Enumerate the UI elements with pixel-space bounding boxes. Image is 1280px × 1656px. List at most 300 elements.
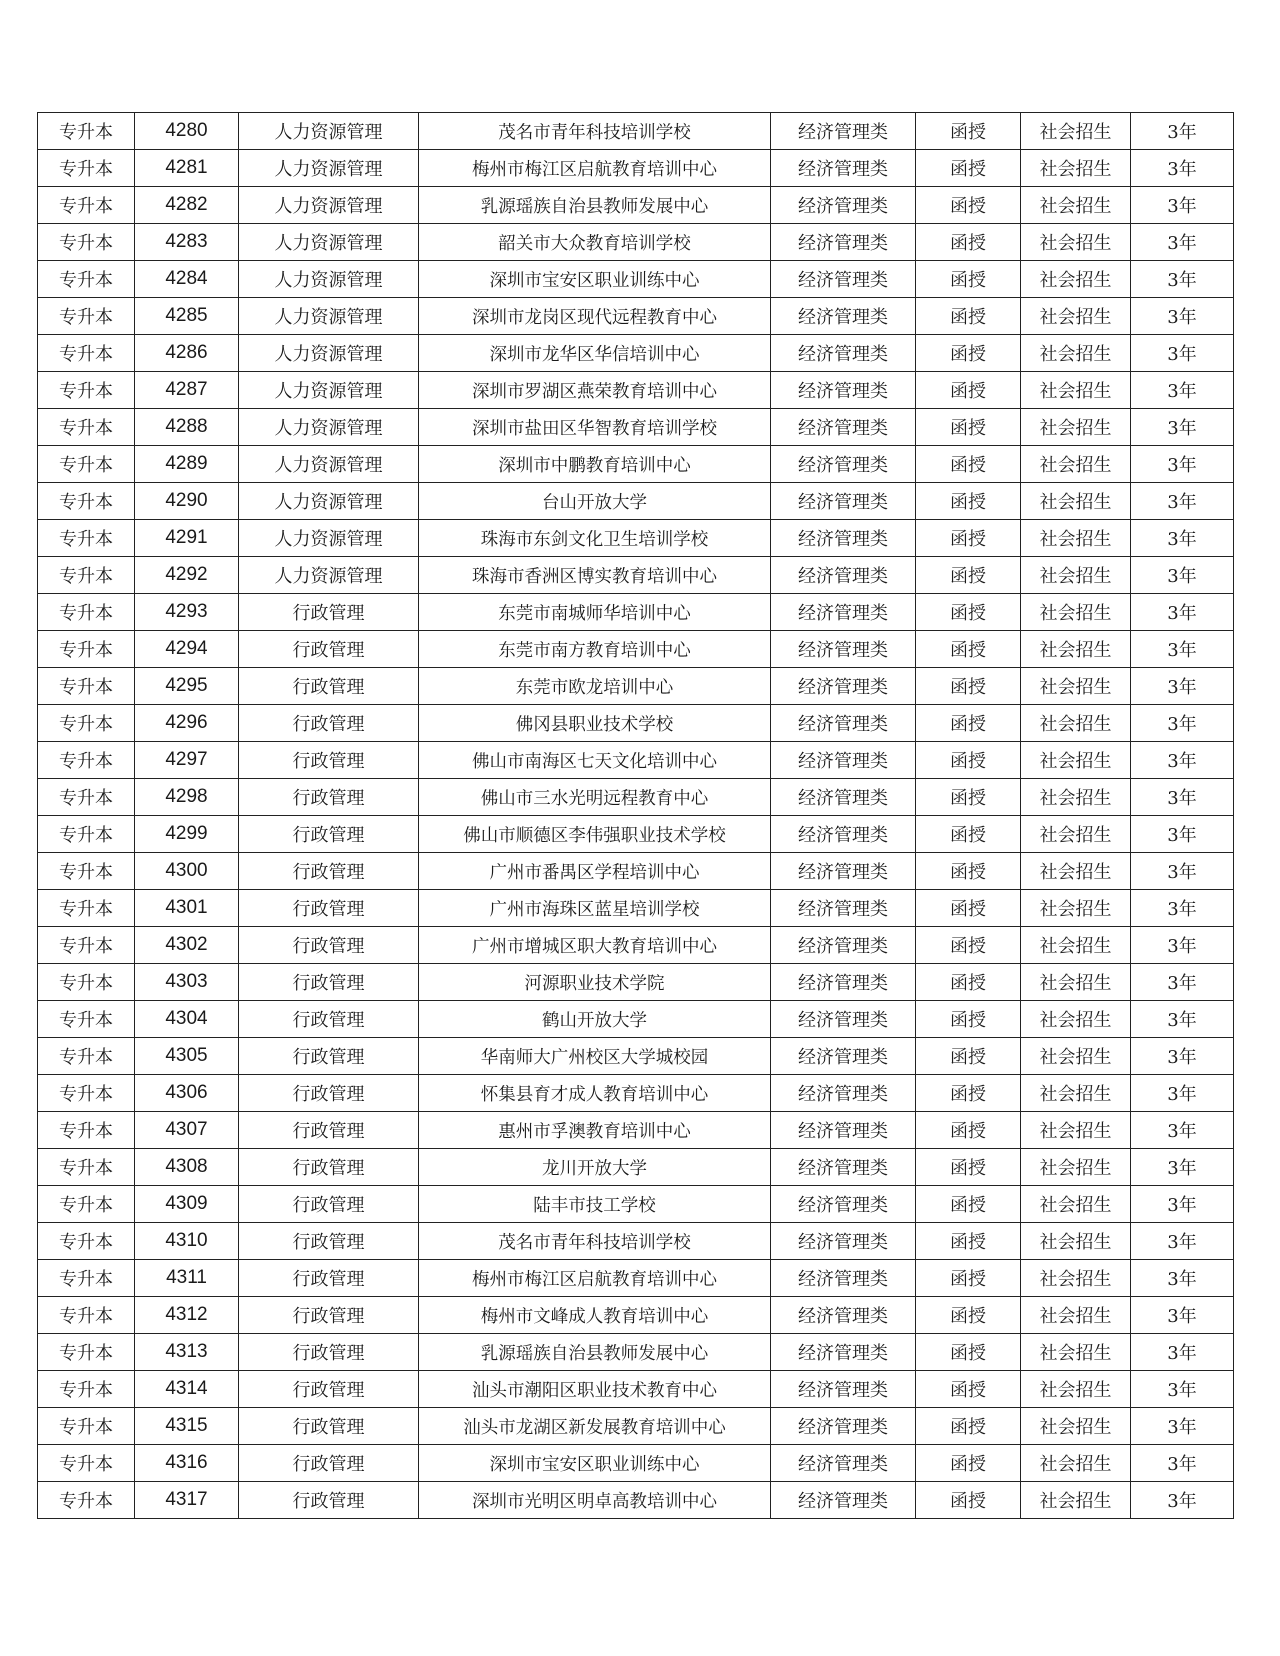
table-row [38,816,1234,853]
category-cell: 经济管理类 [771,779,916,816]
duration-cell: 3年 [1131,335,1234,372]
code-cell: 4312 [135,1297,239,1334]
mode-cell: 函授 [916,224,1021,261]
source-cell: 社会招生 [1021,705,1131,742]
level-cell: 专升本 [38,520,135,557]
major-cell: 行政管理 [239,853,419,890]
table-row [38,1408,1234,1445]
table-row [38,372,1234,409]
table-row [38,446,1234,483]
category-cell: 经济管理类 [771,1112,916,1149]
category-cell: 经济管理类 [771,372,916,409]
major-cell: 行政管理 [239,742,419,779]
source-cell: 社会招生 [1021,1482,1131,1519]
site-cell: 珠海市香洲区博实教育培训中心 [419,557,771,594]
major-cell: 行政管理 [239,890,419,927]
level-cell: 专升本 [38,1260,135,1297]
mode-cell: 函授 [916,1001,1021,1038]
major-cell: 人力资源管理 [239,409,419,446]
major-cell: 人力资源管理 [239,298,419,335]
level-cell: 专升本 [38,1482,135,1519]
duration-cell: 3年 [1131,594,1234,631]
category-cell: 经济管理类 [771,187,916,224]
mode-cell: 函授 [916,1075,1021,1112]
source-cell: 社会招生 [1021,1260,1131,1297]
mode-cell: 函授 [916,187,1021,224]
table-row [38,1223,1234,1260]
site-cell: 茂名市青年科技培训学校 [419,113,771,150]
site-cell: 梅州市梅江区启航教育培训中心 [419,150,771,187]
major-cell: 人力资源管理 [239,150,419,187]
category-cell: 经济管理类 [771,668,916,705]
major-cell: 行政管理 [239,1001,419,1038]
level-cell: 专升本 [38,1075,135,1112]
duration-cell: 3年 [1131,1297,1234,1334]
category-cell: 经济管理类 [771,1149,916,1186]
table-row [38,853,1234,890]
site-cell: 深圳市中鹏教育培训中心 [419,446,771,483]
source-cell: 社会招生 [1021,483,1131,520]
level-cell: 专升本 [38,335,135,372]
category-cell: 经济管理类 [771,1408,916,1445]
mode-cell: 函授 [916,1334,1021,1371]
major-cell: 行政管理 [239,1297,419,1334]
level-cell: 专升本 [38,631,135,668]
source-cell: 社会招生 [1021,1149,1131,1186]
table-row [38,261,1234,298]
duration-cell: 3年 [1131,1001,1234,1038]
table-row [38,298,1234,335]
site-cell: 台山开放大学 [419,483,771,520]
code-cell: 4296 [135,705,239,742]
category-cell: 经济管理类 [771,816,916,853]
mode-cell: 函授 [916,631,1021,668]
mode-cell: 函授 [916,483,1021,520]
level-cell: 专升本 [38,372,135,409]
table-row [38,1371,1234,1408]
major-cell: 行政管理 [239,1075,419,1112]
category-cell: 经济管理类 [771,853,916,890]
source-cell: 社会招生 [1021,1371,1131,1408]
major-cell: 行政管理 [239,631,419,668]
duration-cell: 3年 [1131,779,1234,816]
code-cell: 4288 [135,409,239,446]
table-row [38,1112,1234,1149]
site-cell: 惠州市孚澳教育培训中心 [419,1112,771,1149]
code-cell: 4305 [135,1038,239,1075]
level-cell: 专升本 [38,705,135,742]
code-cell: 4286 [135,335,239,372]
duration-cell: 3年 [1131,1371,1234,1408]
major-cell: 行政管理 [239,1149,419,1186]
category-cell: 经济管理类 [771,964,916,1001]
code-cell: 4292 [135,557,239,594]
level-cell: 专升本 [38,816,135,853]
category-cell: 经济管理类 [771,631,916,668]
mode-cell: 函授 [916,1186,1021,1223]
code-cell: 4280 [135,113,239,150]
site-cell: 华南师大广州校区大学城校园 [419,1038,771,1075]
mode-cell: 函授 [916,446,1021,483]
level-cell: 专升本 [38,298,135,335]
mode-cell: 函授 [916,668,1021,705]
mode-cell: 函授 [916,557,1021,594]
table-row [38,779,1234,816]
duration-cell: 3年 [1131,372,1234,409]
code-cell: 4302 [135,927,239,964]
level-cell: 专升本 [38,964,135,1001]
major-cell: 人力资源管理 [239,557,419,594]
mode-cell: 函授 [916,1482,1021,1519]
site-cell: 佛山市南海区七天文化培训中心 [419,742,771,779]
major-cell: 行政管理 [239,1260,419,1297]
duration-cell: 3年 [1131,150,1234,187]
source-cell: 社会招生 [1021,150,1131,187]
major-cell: 行政管理 [239,1445,419,1482]
level-cell: 专升本 [38,261,135,298]
table-row [38,668,1234,705]
source-cell: 社会招生 [1021,1445,1131,1482]
mode-cell: 函授 [916,1038,1021,1075]
code-cell: 4281 [135,150,239,187]
level-cell: 专升本 [38,853,135,890]
mode-cell: 函授 [916,927,1021,964]
source-cell: 社会招生 [1021,409,1131,446]
table-row [38,1038,1234,1075]
major-cell: 行政管理 [239,1186,419,1223]
level-cell: 专升本 [38,1297,135,1334]
level-cell: 专升本 [38,187,135,224]
site-cell: 龙川开放大学 [419,1149,771,1186]
mode-cell: 函授 [916,372,1021,409]
code-cell: 4304 [135,1001,239,1038]
mode-cell: 函授 [916,1260,1021,1297]
source-cell: 社会招生 [1021,187,1131,224]
duration-cell: 3年 [1131,1223,1234,1260]
duration-cell: 3年 [1131,668,1234,705]
major-cell: 人力资源管理 [239,520,419,557]
duration-cell: 3年 [1131,964,1234,1001]
major-cell: 人力资源管理 [239,446,419,483]
code-cell: 4308 [135,1149,239,1186]
mode-cell: 函授 [916,1223,1021,1260]
mode-cell: 函授 [916,298,1021,335]
source-cell: 社会招生 [1021,1223,1131,1260]
code-cell: 4287 [135,372,239,409]
major-cell: 行政管理 [239,1371,419,1408]
major-cell: 行政管理 [239,927,419,964]
site-cell: 怀集县育才成人教育培训中心 [419,1075,771,1112]
site-cell: 广州市海珠区蓝星培训学校 [419,890,771,927]
mode-cell: 函授 [916,964,1021,1001]
site-cell: 深圳市光明区明卓高教培训中心 [419,1482,771,1519]
duration-cell: 3年 [1131,187,1234,224]
code-cell: 4301 [135,890,239,927]
category-cell: 经济管理类 [771,1482,916,1519]
source-cell: 社会招生 [1021,816,1131,853]
code-cell: 4299 [135,816,239,853]
major-cell: 行政管理 [239,816,419,853]
source-cell: 社会招生 [1021,372,1131,409]
major-cell: 行政管理 [239,594,419,631]
duration-cell: 3年 [1131,446,1234,483]
duration-cell: 3年 [1131,1408,1234,1445]
source-cell: 社会招生 [1021,631,1131,668]
site-cell: 深圳市宝安区职业训练中心 [419,261,771,298]
code-cell: 4303 [135,964,239,1001]
table-row [38,483,1234,520]
code-cell: 4293 [135,594,239,631]
category-cell: 经济管理类 [771,890,916,927]
duration-cell: 3年 [1131,631,1234,668]
source-cell: 社会招生 [1021,594,1131,631]
table-row [38,335,1234,372]
major-cell: 行政管理 [239,705,419,742]
source-cell: 社会招生 [1021,1297,1131,1334]
mode-cell: 函授 [916,261,1021,298]
site-cell: 广州市番禺区学程培训中心 [419,853,771,890]
code-cell: 4314 [135,1371,239,1408]
site-cell: 茂名市青年科技培训学校 [419,1223,771,1260]
category-cell: 经济管理类 [771,446,916,483]
major-cell: 人力资源管理 [239,187,419,224]
source-cell: 社会招生 [1021,1186,1131,1223]
major-cell: 行政管理 [239,1038,419,1075]
category-cell: 经济管理类 [771,927,916,964]
table-row [38,1001,1234,1038]
code-cell: 4294 [135,631,239,668]
source-cell: 社会招生 [1021,520,1131,557]
code-cell: 4316 [135,1445,239,1482]
level-cell: 专升本 [38,224,135,261]
duration-cell: 3年 [1131,816,1234,853]
site-cell: 汕头市潮阳区职业技术教育中心 [419,1371,771,1408]
duration-cell: 3年 [1131,853,1234,890]
major-cell: 行政管理 [239,1334,419,1371]
code-cell: 4295 [135,668,239,705]
duration-cell: 3年 [1131,113,1234,150]
category-cell: 经济管理类 [771,1260,916,1297]
level-cell: 专升本 [38,742,135,779]
site-cell: 东莞市南城师华培训中心 [419,594,771,631]
code-cell: 4282 [135,187,239,224]
level-cell: 专升本 [38,483,135,520]
table-row [38,594,1234,631]
category-cell: 经济管理类 [771,1001,916,1038]
duration-cell: 3年 [1131,483,1234,520]
site-cell: 河源职业技术学院 [419,964,771,1001]
source-cell: 社会招生 [1021,113,1131,150]
level-cell: 专升本 [38,1112,135,1149]
site-cell: 广州市增城区职大教育培训中心 [419,927,771,964]
source-cell: 社会招生 [1021,890,1131,927]
duration-cell: 3年 [1131,890,1234,927]
category-cell: 经济管理类 [771,520,916,557]
level-cell: 专升本 [38,1408,135,1445]
code-cell: 4313 [135,1334,239,1371]
major-cell: 人力资源管理 [239,483,419,520]
table-row [38,1186,1234,1223]
source-cell: 社会招生 [1021,1112,1131,1149]
category-cell: 经济管理类 [771,1371,916,1408]
category-cell: 经济管理类 [771,1445,916,1482]
code-cell: 4311 [135,1260,239,1297]
site-cell: 乳源瑶族自治县教师发展中心 [419,187,771,224]
source-cell: 社会招生 [1021,1075,1131,1112]
duration-cell: 3年 [1131,261,1234,298]
mode-cell: 函授 [916,742,1021,779]
site-cell: 东莞市欧龙培训中心 [419,668,771,705]
duration-cell: 3年 [1131,1482,1234,1519]
duration-cell: 3年 [1131,705,1234,742]
duration-cell: 3年 [1131,1112,1234,1149]
level-cell: 专升本 [38,409,135,446]
duration-cell: 3年 [1131,298,1234,335]
mode-cell: 函授 [916,1445,1021,1482]
level-cell: 专升本 [38,890,135,927]
code-cell: 4298 [135,779,239,816]
table-row [38,409,1234,446]
level-cell: 专升本 [38,113,135,150]
major-cell: 行政管理 [239,1408,419,1445]
site-cell: 韶关市大众教育培训学校 [419,224,771,261]
mode-cell: 函授 [916,705,1021,742]
code-cell: 4315 [135,1408,239,1445]
site-cell: 深圳市盐田区华智教育培训学校 [419,409,771,446]
table-row [38,1297,1234,1334]
duration-cell: 3年 [1131,742,1234,779]
code-cell: 4297 [135,742,239,779]
table-row [38,1445,1234,1482]
source-cell: 社会招生 [1021,853,1131,890]
site-cell: 佛冈县职业技术学校 [419,705,771,742]
level-cell: 专升本 [38,1371,135,1408]
major-cell: 行政管理 [239,964,419,1001]
source-cell: 社会招生 [1021,335,1131,372]
category-cell: 经济管理类 [771,150,916,187]
code-cell: 4291 [135,520,239,557]
source-cell: 社会招生 [1021,927,1131,964]
duration-cell: 3年 [1131,557,1234,594]
duration-cell: 3年 [1131,1334,1234,1371]
site-cell: 乳源瑶族自治县教师发展中心 [419,1334,771,1371]
level-cell: 专升本 [38,779,135,816]
site-cell: 梅州市梅江区启航教育培训中心 [419,1260,771,1297]
table-row [38,187,1234,224]
site-cell: 深圳市龙华区华信培训中心 [419,335,771,372]
source-cell: 社会招生 [1021,557,1131,594]
category-cell: 经济管理类 [771,1186,916,1223]
category-cell: 经济管理类 [771,705,916,742]
category-cell: 经济管理类 [771,1038,916,1075]
table-row [38,150,1234,187]
site-cell: 深圳市宝安区职业训练中心 [419,1445,771,1482]
code-cell: 4307 [135,1112,239,1149]
level-cell: 专升本 [38,1149,135,1186]
duration-cell: 3年 [1131,1149,1234,1186]
major-cell: 人力资源管理 [239,335,419,372]
site-cell: 佛山市三水光明远程教育中心 [419,779,771,816]
source-cell: 社会招生 [1021,1038,1131,1075]
table-row [38,927,1234,964]
duration-cell: 3年 [1131,520,1234,557]
category-cell: 经济管理类 [771,298,916,335]
mode-cell: 函授 [916,1112,1021,1149]
major-cell: 行政管理 [239,779,419,816]
source-cell: 社会招生 [1021,1408,1131,1445]
source-cell: 社会招生 [1021,446,1131,483]
code-cell: 4289 [135,446,239,483]
code-cell: 4283 [135,224,239,261]
code-cell: 4317 [135,1482,239,1519]
mode-cell: 函授 [916,335,1021,372]
level-cell: 专升本 [38,1334,135,1371]
category-cell: 经济管理类 [771,1334,916,1371]
site-cell: 汕头市龙湖区新发展教育培训中心 [419,1408,771,1445]
code-cell: 4290 [135,483,239,520]
category-cell: 经济管理类 [771,742,916,779]
source-cell: 社会招生 [1021,1001,1131,1038]
level-cell: 专升本 [38,150,135,187]
mode-cell: 函授 [916,890,1021,927]
table-row [38,890,1234,927]
mode-cell: 函授 [916,113,1021,150]
mode-cell: 函授 [916,520,1021,557]
source-cell: 社会招生 [1021,298,1131,335]
enrollment-table [37,112,1234,1519]
category-cell: 经济管理类 [771,483,916,520]
duration-cell: 3年 [1131,1260,1234,1297]
table-row [38,557,1234,594]
code-cell: 4285 [135,298,239,335]
site-cell: 珠海市东剑文化卫生培训学校 [419,520,771,557]
table-row [38,1260,1234,1297]
code-cell: 4300 [135,853,239,890]
code-cell: 4284 [135,261,239,298]
category-cell: 经济管理类 [771,409,916,446]
major-cell: 人力资源管理 [239,372,419,409]
duration-cell: 3年 [1131,224,1234,261]
source-cell: 社会招生 [1021,261,1131,298]
category-cell: 经济管理类 [771,224,916,261]
table-body [38,113,1234,1519]
site-cell: 鹤山开放大学 [419,1001,771,1038]
major-cell: 人力资源管理 [239,113,419,150]
level-cell: 专升本 [38,927,135,964]
mode-cell: 函授 [916,594,1021,631]
duration-cell: 3年 [1131,1445,1234,1482]
source-cell: 社会招生 [1021,1334,1131,1371]
level-cell: 专升本 [38,668,135,705]
mode-cell: 函授 [916,1297,1021,1334]
site-cell: 东莞市南方教育培训中心 [419,631,771,668]
site-cell: 深圳市罗湖区燕荣教育培训中心 [419,372,771,409]
code-cell: 4309 [135,1186,239,1223]
category-cell: 经济管理类 [771,557,916,594]
mode-cell: 函授 [916,779,1021,816]
table-row [38,705,1234,742]
site-cell: 佛山市顺德区李伟强职业技术学校 [419,816,771,853]
major-cell: 行政管理 [239,668,419,705]
table-row [38,1334,1234,1371]
table-row [38,113,1234,150]
category-cell: 经济管理类 [771,1297,916,1334]
mode-cell: 函授 [916,1371,1021,1408]
duration-cell: 3年 [1131,409,1234,446]
level-cell: 专升本 [38,557,135,594]
level-cell: 专升本 [38,1186,135,1223]
mode-cell: 函授 [916,816,1021,853]
